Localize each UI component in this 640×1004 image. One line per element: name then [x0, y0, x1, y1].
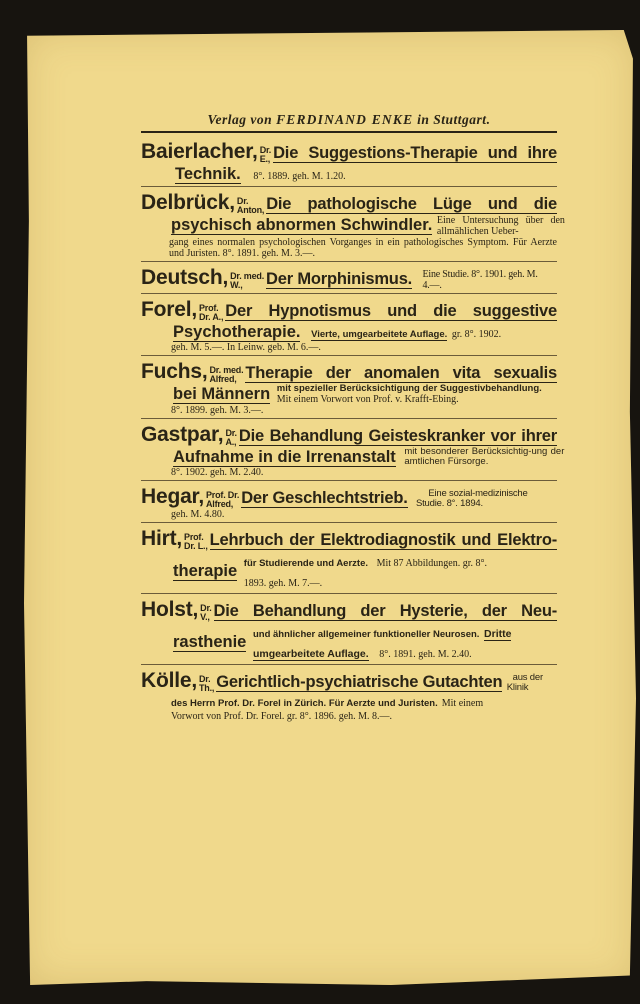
author-title-line: Alfred, — [206, 499, 234, 510]
book-subtitle: und ähnlicher allgemeiner funktioneller Neurosen. — [252, 629, 480, 641]
author-title-line: Prof. — [198, 302, 219, 313]
book-title: Der Morphinismus. — [266, 270, 413, 288]
book-entry — [141, 523, 557, 594]
book-title-cont: rasthenie — [173, 632, 247, 651]
author: Gastpar, — [141, 422, 224, 446]
header-prefix: Verlag von — [207, 112, 273, 127]
author-title-line: Dr. A., — [198, 311, 224, 322]
author-title — [225, 429, 236, 447]
book-edition-cont: umgearbeitete Auflage. — [252, 648, 369, 661]
book-title: Der Hypnotismus und die suggestive — [225, 301, 557, 320]
book-price: geh. M. 4.80. — [171, 509, 225, 521]
author-title — [200, 604, 211, 622]
book-title: Die Behandlung Geisteskranker vor ihrer — [238, 426, 557, 445]
book-title: Der Geschlechtstrieb. — [241, 489, 408, 508]
book-price: 1893. geh. M. 7.—. — [243, 578, 323, 590]
book-entry — [141, 136, 557, 187]
author-title-line: W., — [230, 280, 243, 290]
author-title-line: Dr. — [200, 603, 212, 614]
header-suffix: in Stuttgart. — [417, 112, 491, 127]
book-price: geh. M. 5.—. In Leinw. geb. M. 6.—. — [171, 341, 321, 353]
author-title-line: Prof. — [184, 532, 204, 543]
publisher-header — [141, 112, 557, 133]
author-title-line: Dr. — [225, 427, 237, 438]
book-entry — [141, 594, 557, 665]
advertisement-page — [141, 112, 565, 812]
author-title-line: E., — [259, 154, 271, 164]
author-title-line: Dr. — [198, 674, 211, 685]
book-details: 8°. 1891. geh. M. 2.40. — [379, 649, 472, 661]
author-title-line: Dr. med. — [230, 271, 265, 281]
book-note: Eine sozial-medizinische Studie. 8°. 1894. — [415, 488, 528, 510]
author-title-line: Dr. — [259, 145, 272, 155]
author: Forel, — [141, 297, 197, 321]
author: Holst, — [141, 598, 199, 622]
book-entry — [141, 294, 557, 356]
author-title — [237, 197, 264, 215]
book-details: gang eines normalen psychologischen Vorganges in ein pathologisches Symptom. Für Aerzte und Juristen. 8°. 1891. geh. M. 3.—. — [169, 237, 557, 259]
book-title: Die Suggestions-Therapie und ihre — [273, 144, 557, 162]
book-title-cont: Technik. — [175, 165, 241, 183]
book-subtitle: für Studierende und Aerzte. — [243, 558, 368, 570]
header-publisher: FERDINAND ENKE — [276, 112, 414, 127]
author-title-line: Alfred, — [209, 373, 237, 384]
book-subtitle: mit spezieller Berücksichtigung der Suggestivbehandlung. — [276, 382, 542, 394]
book-entry — [141, 187, 565, 262]
book-subtitle: mit besonderer Berücksichtig-ung der amtlichen Fürsorge. — [404, 446, 565, 468]
author-title — [230, 272, 264, 290]
author-title-line: Prof. Dr. — [206, 490, 240, 501]
book-subtitle: des Herrn Prof. Dr. Forel in Zürich. Für Aerzte und Juristen. — [171, 698, 438, 710]
book-title: Lehrbuch der Elektrodiagnostik und Elektro- — [209, 531, 557, 550]
author-title — [209, 366, 243, 384]
book-price: Vorwort von Prof. Dr. Forel. gr. 8°. 1896. geh. M. 8.—. — [171, 711, 393, 723]
author-title-line: A., — [225, 436, 237, 447]
book-title: Therapie der anomalen vita sexualis — [245, 363, 557, 382]
author-title — [184, 533, 208, 551]
author: Kölle, — [141, 669, 197, 693]
author: Hegar, — [141, 485, 204, 509]
book-details: Mit 87 Abbildungen. gr. 8°. — [376, 558, 487, 570]
book-edition: Dritte — [484, 628, 512, 641]
book-title: Gerichtlich-psychiatrische Gutachten — [216, 673, 503, 692]
author: Baierlacher, — [141, 140, 258, 163]
author-title-line: Th., — [198, 683, 215, 694]
book-note: Eine Studie. 8°. 1901. geh. M. 4.—. — [422, 268, 538, 291]
book-title-cont: bei Männern — [173, 384, 271, 403]
author: Fuchs, — [141, 359, 208, 383]
book-title-cont: therapie — [173, 561, 238, 580]
author-title-line: Dr. med. — [209, 364, 244, 375]
book-details: gr. 8°. 1902. — [451, 328, 502, 340]
author-title — [199, 304, 223, 322]
author-title-line: Dr. L., — [184, 541, 208, 552]
author: Delbrück, — [141, 191, 235, 214]
book-price: 8°. 1902. geh. M. 2.40. — [171, 467, 264, 479]
book-title-cont: Aufnahme in die Irrenanstalt — [173, 447, 396, 466]
author: Hirt, — [141, 527, 183, 551]
author-title-line: Dr. — [236, 196, 249, 206]
book-entry — [141, 481, 557, 523]
book-title-cont: psychisch abnormen Schwindler. — [171, 216, 433, 235]
book-entry — [141, 356, 557, 419]
book-title: Die pathologische Lüge und die — [266, 195, 557, 213]
book-details: 8°. 1889. geh. M. 1.20. — [253, 171, 346, 182]
book-details: Mit einem Vorwort von Prof. v. Krafft-Ebing. — [276, 393, 459, 405]
book-note: aus der Klinik — [506, 672, 543, 694]
author-title-line: Anton, — [236, 205, 265, 215]
author-title — [206, 491, 239, 509]
book-edition: Vierte, umgearbeitete Auflage. — [311, 328, 448, 340]
book-entry — [141, 419, 565, 482]
book-entry — [141, 262, 557, 294]
book-note: Eine Untersuchung über den allmählichen Ueber- — [436, 215, 565, 237]
book-details: Mit einem — [441, 698, 484, 710]
book-entry — [141, 665, 557, 724]
author: Deutsch, — [141, 266, 229, 289]
book-title: Die Behandlung der Hysterie, der Neu- — [213, 602, 557, 621]
author-title — [199, 675, 214, 693]
book-price: 8°. 1899. geh. M. 3.—. — [171, 404, 264, 416]
book-title-cont: Psychotherapie. — [173, 322, 301, 341]
author-title-line: V., — [200, 612, 210, 623]
author-title — [260, 146, 271, 164]
